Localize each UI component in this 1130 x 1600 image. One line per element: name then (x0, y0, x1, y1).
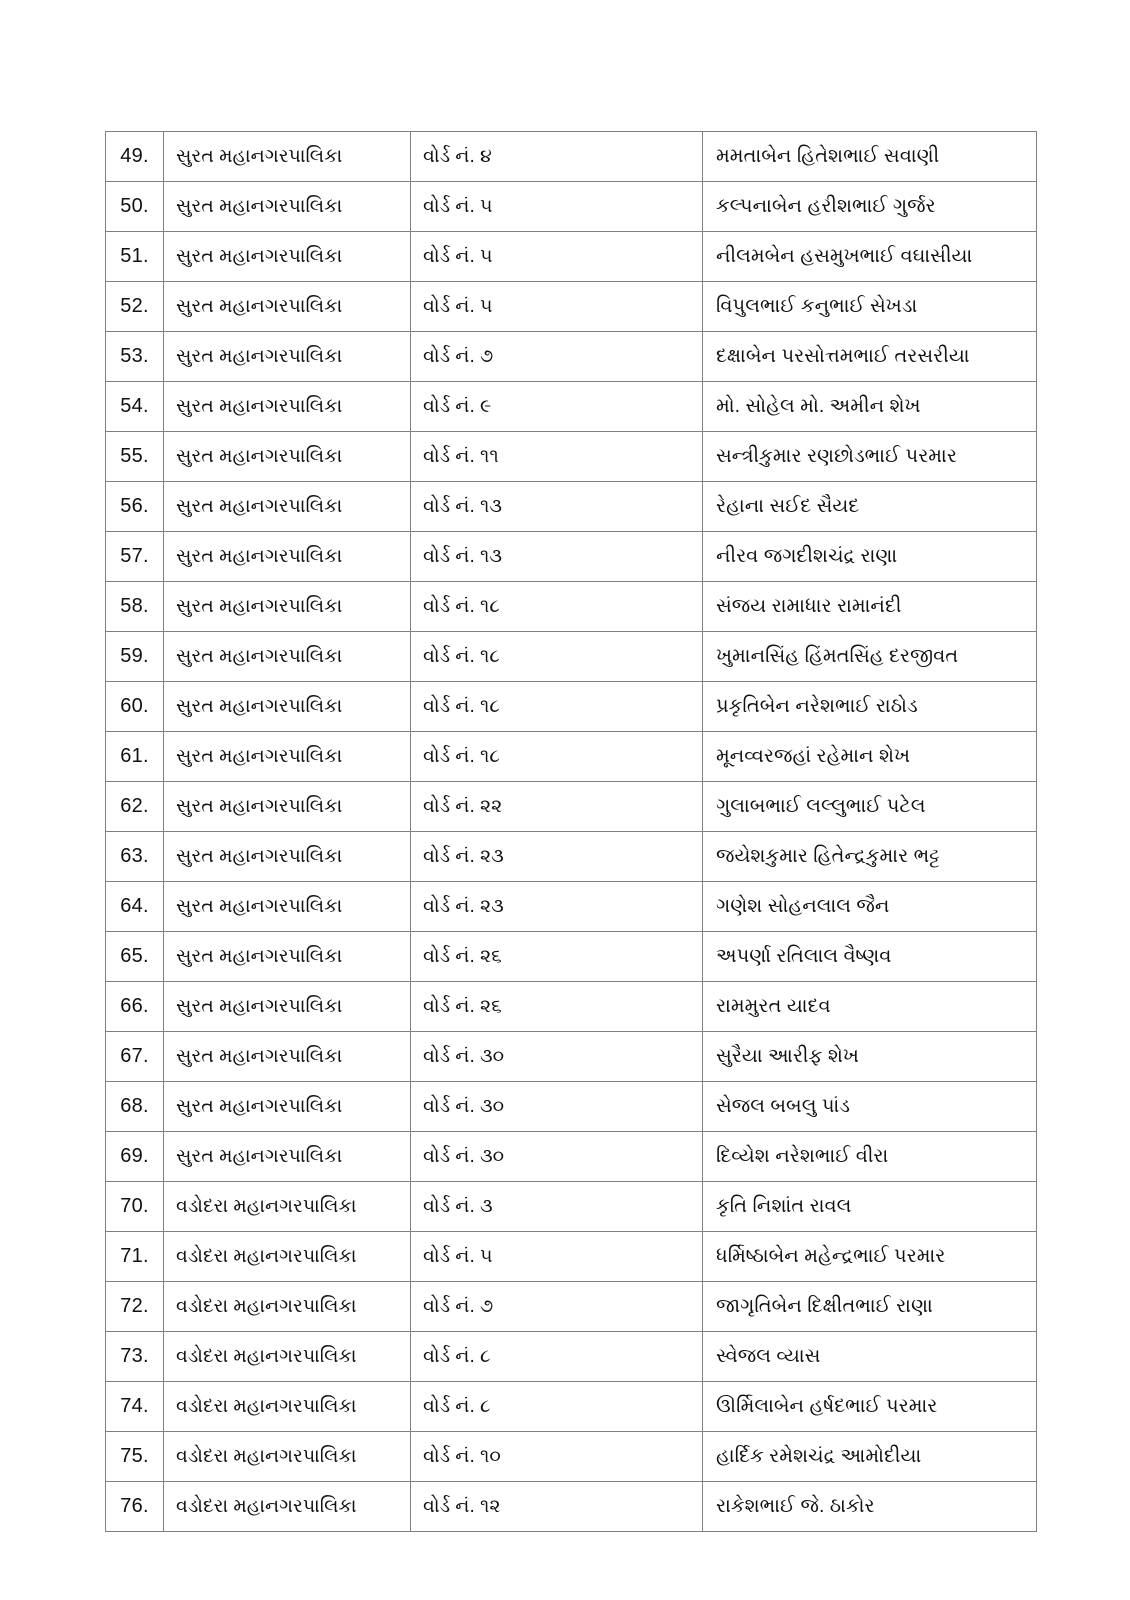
row-person-name: સન્ત્રીકુમાર રણછોડભાઈ પરમાર (703, 432, 1037, 482)
row-ward-number: વોર્ડ નં. ૫ (411, 232, 703, 282)
row-municipality: વડોદરા મહાનગરપાલિકા (164, 1382, 411, 1432)
row-person-name: દિવ્યેશ નરેશભાઈ વીરા (703, 1132, 1037, 1182)
row-person-name: ગણેશ સોહનલાલ જૈન (703, 882, 1037, 932)
table-row (106, 382, 1037, 432)
row-municipality: સુરત મહાનગરપાલિકા (164, 682, 411, 732)
row-ward-number: વોર્ડ નં. ૮ (411, 1382, 703, 1432)
row-person-name: અપર્ણા રતિલાલ વૈષ્ણવ (703, 932, 1037, 982)
row-municipality: સુરત મહાનગરપાલિકા (164, 332, 411, 382)
table-row (106, 782, 1037, 832)
row-serial-number: 73. (106, 1332, 164, 1382)
row-serial-number: 72. (106, 1282, 164, 1332)
row-ward-number: વોર્ડ નં. ૫ (411, 282, 703, 332)
row-ward-number: વોર્ડ નં. ૧૩ (411, 532, 703, 582)
row-serial-number: 51. (106, 232, 164, 282)
row-municipality: વડોદરા મહાનગરપાલિકા (164, 1332, 411, 1382)
row-person-name: નીલમબેન હસમુખભાઈ વઘાસીયા (703, 232, 1037, 282)
row-serial-number: 63. (106, 832, 164, 882)
table-row (106, 582, 1037, 632)
table-row (106, 332, 1037, 382)
row-ward-number: વોર્ડ નં. ૧૮ (411, 582, 703, 632)
row-ward-number: વોર્ડ નં. ૨૬ (411, 932, 703, 982)
table-row (106, 1082, 1037, 1132)
row-person-name: ગુલાબભાઈ લલ્લુભાઈ પટેલ (703, 782, 1037, 832)
row-ward-number: વોર્ડ નં. ૯ (411, 382, 703, 432)
row-ward-number: વોર્ડ નં. ૩૦ (411, 1082, 703, 1132)
row-person-name: ધર્મિષ્ઠાબેન મહેન્દ્રભાઈ પરમાર (703, 1232, 1037, 1282)
row-municipality: સુરત મહાનગરપાલિકા (164, 1132, 411, 1182)
row-municipality: વડોદરા મહાનગરપાલિકા (164, 1182, 411, 1232)
row-serial-number: 50. (106, 182, 164, 232)
row-person-name: સેજલ બબલુ પાંડ (703, 1082, 1037, 1132)
row-person-name: વિપુલભાઈ કનુભાઈ સેખડા (703, 282, 1037, 332)
row-serial-number: 57. (106, 532, 164, 582)
row-ward-number: વોર્ડ નં. ૩૦ (411, 1032, 703, 1082)
row-serial-number: 71. (106, 1232, 164, 1282)
row-person-name: ખુમાનસિંહ હિંમતસિંહ દરજીવત (703, 632, 1037, 682)
row-person-name: રાકેશભાઈ જે. ઠાકોર (703, 1482, 1037, 1532)
row-municipality: સુરત મહાનગરપાલિકા (164, 832, 411, 882)
row-serial-number: 53. (106, 332, 164, 382)
row-person-name: ઊર્મિલાબેન હર્ષદભાઈ પરમાર (703, 1382, 1037, 1432)
row-person-name: પ્રકૃતિબેન નરેશભાઈ રાઠોડ (703, 682, 1037, 732)
row-ward-number: વોર્ડ નં. ૨૬ (411, 982, 703, 1032)
row-municipality: સુરત મહાનગરપાલિકા (164, 132, 411, 182)
row-serial-number: 66. (106, 982, 164, 1032)
ward-table-body (106, 132, 1037, 1532)
row-ward-number: વોર્ડ નં. ૫ (411, 182, 703, 232)
row-serial-number: 69. (106, 1132, 164, 1182)
table-row (106, 832, 1037, 882)
row-person-name: દક્ષાબેન પરસોત્તમભાઈ તરસરીયા (703, 332, 1037, 382)
row-serial-number: 52. (106, 282, 164, 332)
table-row (106, 182, 1037, 232)
table-row (106, 1382, 1037, 1432)
row-ward-number: વોર્ડ નં. ૩૦ (411, 1132, 703, 1182)
row-person-name: કલ્પનાબેન હરીશભાઈ ગુર્જર (703, 182, 1037, 232)
row-serial-number: 60. (106, 682, 164, 732)
row-ward-number: વોર્ડ નં. ૭ (411, 1282, 703, 1332)
table-row (106, 682, 1037, 732)
row-ward-number: વોર્ડ નં. ૨૩ (411, 882, 703, 932)
row-ward-number: વોર્ડ નં. ૧૨ (411, 1482, 703, 1532)
ward-list-table (105, 131, 1037, 1532)
table-row (106, 1482, 1037, 1532)
row-serial-number: 65. (106, 932, 164, 982)
row-municipality: સુરત મહાનગરપાલિકા (164, 982, 411, 1032)
row-municipality: સુરત મહાનગરપાલિકા (164, 782, 411, 832)
table-row (106, 282, 1037, 332)
row-ward-number: વોર્ડ નં. ૧૦ (411, 1432, 703, 1482)
table-row (106, 732, 1037, 782)
row-serial-number: 61. (106, 732, 164, 782)
row-person-name: મો. સોહેલ મો. અમીન શેખ (703, 382, 1037, 432)
row-serial-number: 74. (106, 1382, 164, 1432)
row-municipality: સુરત મહાનગરપાલિકા (164, 732, 411, 782)
table-row (106, 1332, 1037, 1382)
table-row (106, 632, 1037, 682)
row-person-name: મૂનવ્વરજહાં રહેમાન શેખ (703, 732, 1037, 782)
row-municipality: સુરત મહાનગરપાલિકા (164, 1082, 411, 1132)
row-person-name: સુરૈયા આરીફ શેખ (703, 1032, 1037, 1082)
row-person-name: રેહાના સઈદ સૈયદ (703, 482, 1037, 532)
row-serial-number: 56. (106, 482, 164, 532)
table-row (106, 132, 1037, 182)
row-municipality: સુરત મહાનગરપાલિકા (164, 582, 411, 632)
ward-table-container (105, 131, 1036, 1532)
row-person-name: જાગૃતિબેન દિક્ષીતભાઈ રાણા (703, 1282, 1037, 1332)
row-municipality: સુરત મહાનગરપાલિકા (164, 532, 411, 582)
row-ward-number: વોર્ડ નં. ૧૮ (411, 732, 703, 782)
row-ward-number: વોર્ડ નં. ૭ (411, 332, 703, 382)
table-row (106, 982, 1037, 1032)
row-municipality: વડોદરા મહાનગરપાલિકા (164, 1482, 411, 1532)
row-ward-number: વોર્ડ નં. ૫ (411, 1232, 703, 1282)
row-ward-number: વોર્ડ નં. ૮ (411, 1332, 703, 1382)
row-person-name: રામમુરત યાદવ (703, 982, 1037, 1032)
row-ward-number: વોર્ડ નં. ૧૩ (411, 482, 703, 532)
row-person-name: મમતાબેન હિતેશભાઈ સવાણી (703, 132, 1037, 182)
row-ward-number: વોર્ડ નં. ૨૩ (411, 832, 703, 882)
row-person-name: સંજય રામાધાર રામાનંદી (703, 582, 1037, 632)
row-municipality: વડોદરા મહાનગરપાલિકા (164, 1432, 411, 1482)
row-ward-number: વોર્ડ નં. ૧૧ (411, 432, 703, 482)
row-municipality: સુરત મહાનગરપાલિકા (164, 432, 411, 482)
table-row (106, 932, 1037, 982)
row-serial-number: 54. (106, 382, 164, 432)
row-municipality: સુરત મહાનગરપાલિકા (164, 482, 411, 532)
row-municipality: સુરત મહાનગરપાલિકા (164, 232, 411, 282)
row-serial-number: 70. (106, 1182, 164, 1232)
row-municipality: સુરત મહાનગરપાલિકા (164, 882, 411, 932)
row-person-name: સ્વેજલ વ્યાસ (703, 1332, 1037, 1382)
row-serial-number: 58. (106, 582, 164, 632)
row-municipality: સુરત મહાનગરપાલિકા (164, 282, 411, 332)
row-municipality: સુરત મહાનગરપાલિકા (164, 382, 411, 432)
table-row (106, 1232, 1037, 1282)
row-serial-number: 49. (106, 132, 164, 182)
table-row (106, 1132, 1037, 1182)
row-serial-number: 75. (106, 1432, 164, 1482)
row-municipality: વડોદરા મહાનગરપાલિકા (164, 1232, 411, 1282)
row-ward-number: વોર્ડ નં. ૩ (411, 1182, 703, 1232)
row-serial-number: 64. (106, 882, 164, 932)
row-municipality: સુરત મહાનગરપાલિકા (164, 632, 411, 682)
row-person-name: જયેશકુમાર હિતેન્દ્રકુમાર ભટ્ટ (703, 832, 1037, 882)
table-row (106, 1032, 1037, 1082)
row-person-name: કૃતિ નિશાંત રાવલ (703, 1182, 1037, 1232)
table-row (106, 232, 1037, 282)
row-serial-number: 55. (106, 432, 164, 482)
row-serial-number: 59. (106, 632, 164, 682)
row-ward-number: વોર્ડ નં. ૨૨ (411, 782, 703, 832)
table-row (106, 1182, 1037, 1232)
row-municipality: સુરત મહાનગરપાલિકા (164, 932, 411, 982)
row-municipality: સુરત મહાનગરપાલિકા (164, 1032, 411, 1082)
row-municipality: વડોદરા મહાનગરપાલિકા (164, 1282, 411, 1332)
table-row (106, 882, 1037, 932)
row-ward-number: વોર્ડ નં. ૧૮ (411, 632, 703, 682)
table-row (106, 1282, 1037, 1332)
table-row (106, 432, 1037, 482)
row-serial-number: 67. (106, 1032, 164, 1082)
row-serial-number: 68. (106, 1082, 164, 1132)
row-ward-number: વોર્ડ નં. ૪ (411, 132, 703, 182)
row-serial-number: 62. (106, 782, 164, 832)
table-row (106, 1432, 1037, 1482)
table-row (106, 532, 1037, 582)
row-person-name: હાર્દિક રમેશચંદ્ર આમોદીયા (703, 1432, 1037, 1482)
row-person-name: નીરવ જગદીશચંદ્ર રાણા (703, 532, 1037, 582)
row-municipality: સુરત મહાનગરપાલિકા (164, 182, 411, 232)
row-ward-number: વોર્ડ નં. ૧૮ (411, 682, 703, 732)
row-serial-number: 76. (106, 1482, 164, 1532)
table-row (106, 482, 1037, 532)
